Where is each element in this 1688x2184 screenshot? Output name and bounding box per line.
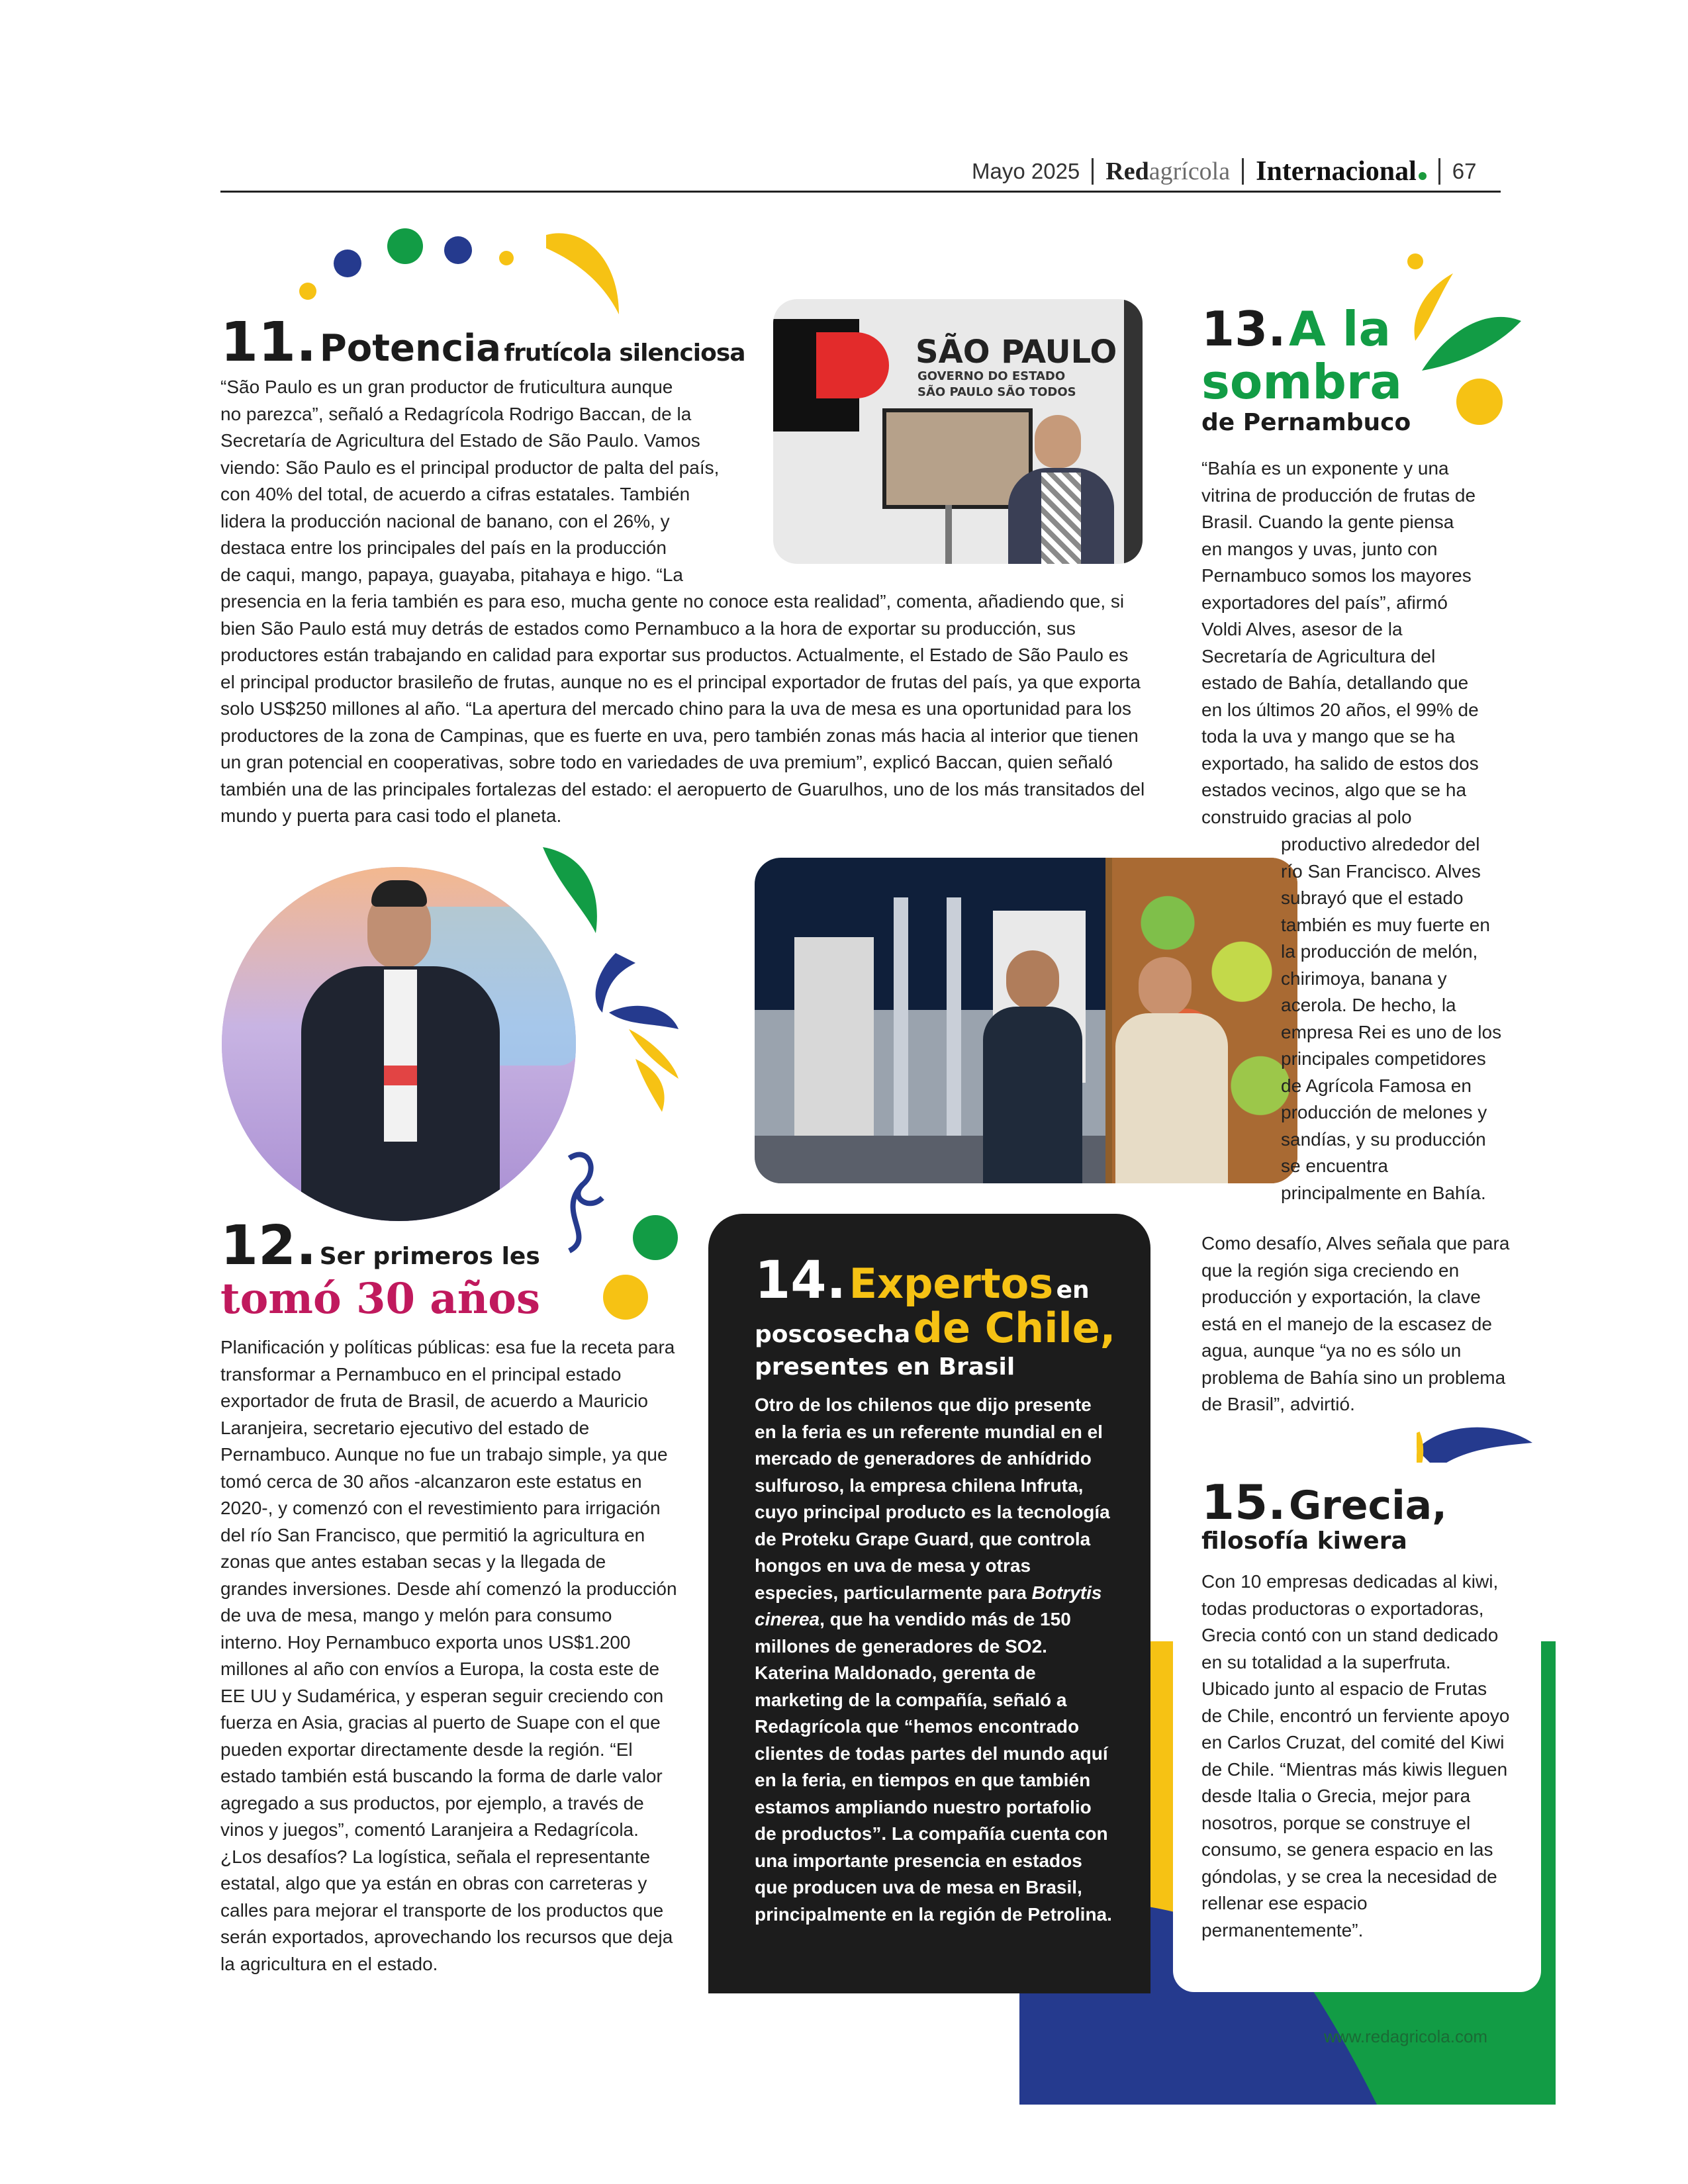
section-13-subtitle: de Pernambuco xyxy=(1201,409,1411,436)
person-sweater xyxy=(1041,473,1081,564)
page-header xyxy=(972,156,1477,187)
person-body xyxy=(1115,1013,1228,1183)
section-number: 11. xyxy=(220,311,317,374)
section-12-title-accent: tomó 30 años xyxy=(220,1274,540,1324)
logo-mark xyxy=(816,332,889,398)
section-15-body: Con 10 empresas dedicadas al kiwi, todas productoras o exportadoras, Grecia contó con un stand dedicado en su totalidad a la superfruta. Ubicado junto al espacio de Frutas de Chile, encontró un ferviente apoyo en Carlos Cruzat, del comité del Kiwi de Chile. “Mientras más kiwis lleguen desde Italia o Grecia, mejor para nosotros, porque se construye el consumo, se genera espacio en las góndolas, y se crea la necesidad de rellenar ese espacio permanentemente”. xyxy=(1201,1571,1510,1940)
section-12-heading xyxy=(220,1214,540,1277)
header-divider xyxy=(1092,158,1094,185)
section-title: Potencia xyxy=(319,327,502,370)
section-13-body-end: Como desafío, Alves señala que para que la región siga creciendo en producción y exportación, la clave está en el manejo de la escasez de agua, aunque “ya no es sólo un problema de Bahía sino un problema de Brasil”, advirtió. xyxy=(1201,1233,1510,1414)
booth-frame xyxy=(1124,299,1143,564)
brand-logo: Redagrícola xyxy=(1105,158,1231,185)
booth-pillar xyxy=(894,897,908,1149)
section-14-body: Otro de los chilenos que dijo presente en la feria es un referente mundial en el mercado de generadores de anhídrido sulfuroso, la empresa chilena Infruta, cuyo principal producto es la tecnología de Proteku Grape Guard, que controla hongos en uva de mesa y otras especies, particularmente para Botrytis cinerea, que ha vendido más de 150 millones de generadores de SO2. Katerina Maldonado, gerenta de marketing de la compañía, señaló a Redagrícola que “hemos encontrado clientes de todas partes del mundo aquí en la feria, en tiempos en que también estamos ampliando nuestro portafolio de productos”. La compañía cuenta con una importante presencia en estados que producen uva de mesa en Brasil, principalmente en la región de Petrolina. xyxy=(755,1394,1112,1925)
event-badge xyxy=(384,1066,417,1085)
section-title: Ser primeros les xyxy=(319,1243,540,1270)
sign-subtitle: GOVERNO DO ESTADO xyxy=(917,369,1066,383)
photo-mauricio-laranjeira xyxy=(222,867,576,1221)
section-15-subtitle: filosofía kiwera xyxy=(1201,1527,1407,1555)
issue-date: Mayo 2025 xyxy=(972,159,1080,183)
section-title: Grecia, xyxy=(1289,1482,1447,1529)
photo-fruit-display xyxy=(1105,858,1297,1183)
booth-pillar xyxy=(947,897,961,1149)
species-name: Botrytis cinerea xyxy=(755,1582,1102,1629)
confetti-decoration xyxy=(285,218,635,324)
section-11-heading xyxy=(220,311,745,374)
section-13-heading xyxy=(1201,301,1391,357)
person-hair xyxy=(371,880,427,907)
section-number: 12. xyxy=(220,1214,317,1277)
section-15-heading xyxy=(1201,1475,1447,1530)
section-title-connector: en xyxy=(1056,1277,1090,1304)
section-title-accent: de Chile, xyxy=(913,1304,1116,1352)
footer-url[interactable]: www.redagricola.com xyxy=(1324,2026,1488,2046)
section-13-title-line2: sombra xyxy=(1201,354,1402,410)
section-14-subtitle: presentes en Brasil xyxy=(755,1353,1015,1381)
section-14-heading xyxy=(755,1251,1090,1310)
section-name: Internacional xyxy=(1256,156,1427,187)
sign-title: SÃO PAULO xyxy=(915,334,1117,371)
section-title: A la xyxy=(1289,301,1391,357)
photo-trade-fair xyxy=(755,858,1105,1183)
splash-decoration xyxy=(1397,248,1529,433)
booth-structure xyxy=(794,937,874,1136)
section-11-intro: “São Paulo es un gran productor de fruticultura aunque no parezca”, señaló a Redagrícola Rodrigo Baccan, de la Secretaría de Agricultura del Estado de São Paulo. Vamos viendo: São Paulo es el principal productor de palta del país, con 40% del total, de acuerdo a cifras estatales. También lidera la producción nacional de banano, con el 26%, y destaca entre los principales del país en la producción de caqui, mango, papaya, guayaba, pitahaya e higo. “La xyxy=(220,377,720,585)
section-11-body: presencia en la feria también es para eso, mucha gente no conoce esta realidad”, comenta, añadiendo que, si bien São Paulo está muy detrás de estados como Pernambuco a la hora de exportar su producción, sus productores están trabajando en calidad para exportar sus productos. Actualmente, el Estado de São Paulo es el principal productor brasileño de frutas, aunque no es el principal exportador de frutas del país, ya que exporta solo US$250 millones al año. “La apertura del mercado chino para la uva de mesa es una oportunidad para los productores de la zona de Campinas, que es fuerte en uva, pero también zonas más hacia al interior que tienen un gran potencial en cooperativas, sobre todo en variedades de uva premium”, explicó Baccan, quien señaló también una de las principales fortalezas del estado: el aeropuerto de Guarulhos, uno de los más transitados del mundo y puerta para casi todo el planeta. xyxy=(220,591,1145,826)
person-body xyxy=(983,1007,1082,1183)
sign-slogan: SÃO PAULO SÃO TODOS xyxy=(917,385,1076,399)
section-12-body: Planificación y políticas públicas: esa fue la receta para transformar a Pernambuco en el principal estado exportador de fruta de Brasil, de acuerdo a Mauricio Laranjeira, secretario ejecutivo del estado de Pernambuco. Aunque no fue un trabajo simple, ya que tomó cerca de 30 años -alcanzaron este estatus en 2020-, y comenzó con el revestimiento para irrigación del río San Francisco, que permitió la agricultura en zonas que antes estaban secas y la llegada de grandes inversiones. Desde ahí comenzó la producción de uva de mesa, mango y melón para consumo interno. Hoy Pernambuco exporta unos US$1.200 millones al año con envíos a Europa, la costa este de EE UU y Sudamérica, y esperan seguir creciendo con fuerza en Asia, gracias al puerto de Suape con el que pueden exportar directamente desde la región. “El estado también está buscando la forma de darle valor agregado a sus productos, por ejemplo, a través de vinos y juegos”, comentó Laranjeira a Redagrícola. ¿Los desafíos? La logística, señala el representante estatal, algo que ya están en obras con carreteras y calles para mejorar el transporte de los productos que serán exportados, aprovechando los recursos que deja la agricultura en el estado. xyxy=(220,1337,677,1974)
section-13-body-narrow: productivo alrededor del río San Francisco. Alves subrayó que el estado también es muy fuerte en la producción de melón, chirimoya, banana y acerola. De hecho, la empresa Rei es uno de los principales competidores de Agrícola Famosa en producción de melones y sandías, y su producción se encuentra principalmente en Bahía. xyxy=(1281,834,1502,1203)
person-head xyxy=(1139,957,1192,1017)
person-head xyxy=(1035,415,1081,468)
person-shirt xyxy=(384,970,417,1142)
screen-stand xyxy=(945,505,952,564)
section-number: 14. xyxy=(755,1251,847,1310)
section-number: 15. xyxy=(1201,1475,1286,1530)
section-title: Expertos xyxy=(849,1259,1054,1308)
section-subtitle: frutícola silenciosa xyxy=(504,340,745,367)
section-title-word: poscosecha xyxy=(755,1321,911,1348)
photo-sao-paulo-booth xyxy=(773,299,1143,564)
section-14-heading-line2 xyxy=(755,1304,1115,1352)
header-divider xyxy=(1438,158,1440,185)
person-head xyxy=(1006,950,1059,1010)
section-13-body-wide: “Bahía es un exponente y una vitrina de producción de frutas de Brasil. Cuando la gente piensa en mangos y uvas, junto con Pernambuco somos los mayores exportadores del país”, afirmó Voldi Alves, asesor de la Secretaría de Agricultura del estado de Bahía, detallando que en los últimos 20 años, el 99% de toda la uva y mango que se ha exportado, ha salido de estos dos estados vecinos, algo que se ha construido gracias al polo xyxy=(1201,458,1479,827)
header-rule xyxy=(220,191,1501,193)
section-number: 13. xyxy=(1201,301,1286,357)
header-divider xyxy=(1242,158,1244,185)
page-number: 67 xyxy=(1452,159,1477,183)
